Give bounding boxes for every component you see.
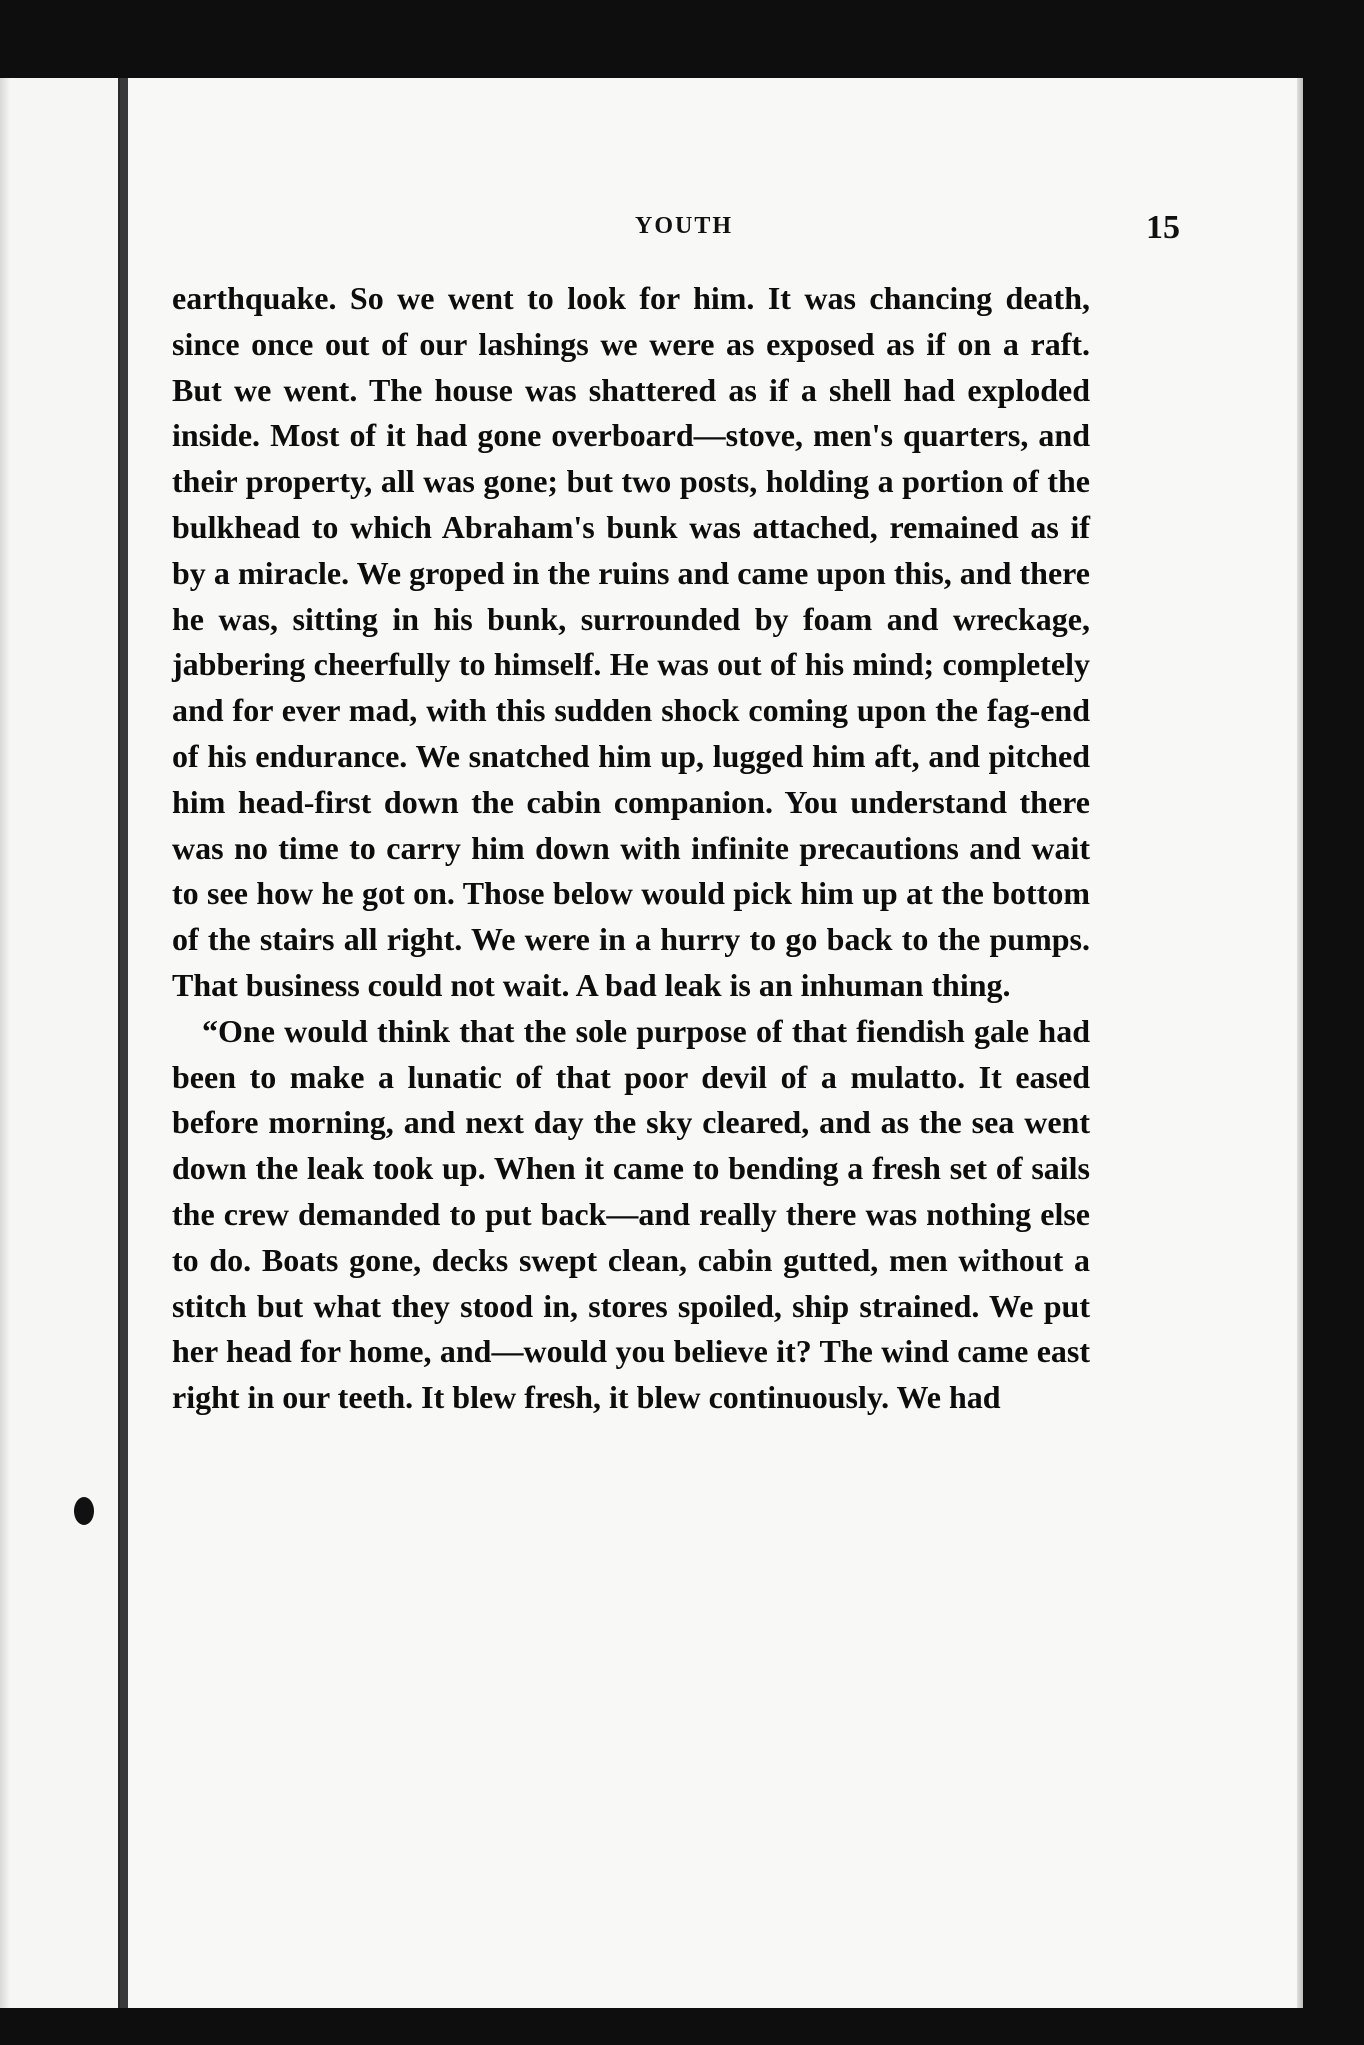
paragraph-dialogue: “One would think that the sole purpose of that fiendish gale had been to make a lunatic of that poor devil of a mulatto. It eased before morning, and next day the sky cleared, and as the sea went down the leak took up. When it came to bending a fresh set of sails the crew demanded to put back—and really there was nothing else to do. Boats gone, decks swept clean, cabin gutted, men without a stitch but what they stood in, stores spoiled, ship strained. We put her head for home, and—would you believe it? The wind came east right in our teeth. It blew fresh, it blew continuously. We had [172, 1012, 1090, 1416]
running-head: YOUTH [635, 213, 734, 239]
page-header [180, 209, 1180, 253]
paragraph-continued: earthquake. So we went to look for him. It was chancing death, since once out of our lashings we were as exposed as if on a raft. But we went. The house was shattered as if a shell had exploded inside. Most of it had gone overboard—stove, men's quarters, and their property, all was gone; but two posts, holding a portion of the bulkhead to which Abraham's bunk was attached, remained as if by a miracle. We groped in the ruins and came upon this, and there he was, sitting in his bunk, surrounded by foam and wreckage, jabbering cheerfully to himself. He was out of his mind; completely and for ever mad, with this sudden shock coming upon the fag-end of his endurance. We snatched him up, lugged him aft, and pitched him head-first down the cabin companion. You understand there was no time to carry him down with infinite precautions and wait to see how he got on. Those below would pick him up at the bottom of the stairs all right. We were in a hurry to go back to the pumps. That business could not wait. A bad leak is an inhuman thing. [172, 280, 1090, 1003]
book-page [120, 78, 1303, 2008]
margin-bullet-mark [74, 1497, 94, 1525]
page-number: 15 [1146, 209, 1180, 246]
page-right-edge [1297, 78, 1303, 2008]
body-text [172, 276, 1090, 1421]
facing-page-edge [0, 78, 121, 2008]
